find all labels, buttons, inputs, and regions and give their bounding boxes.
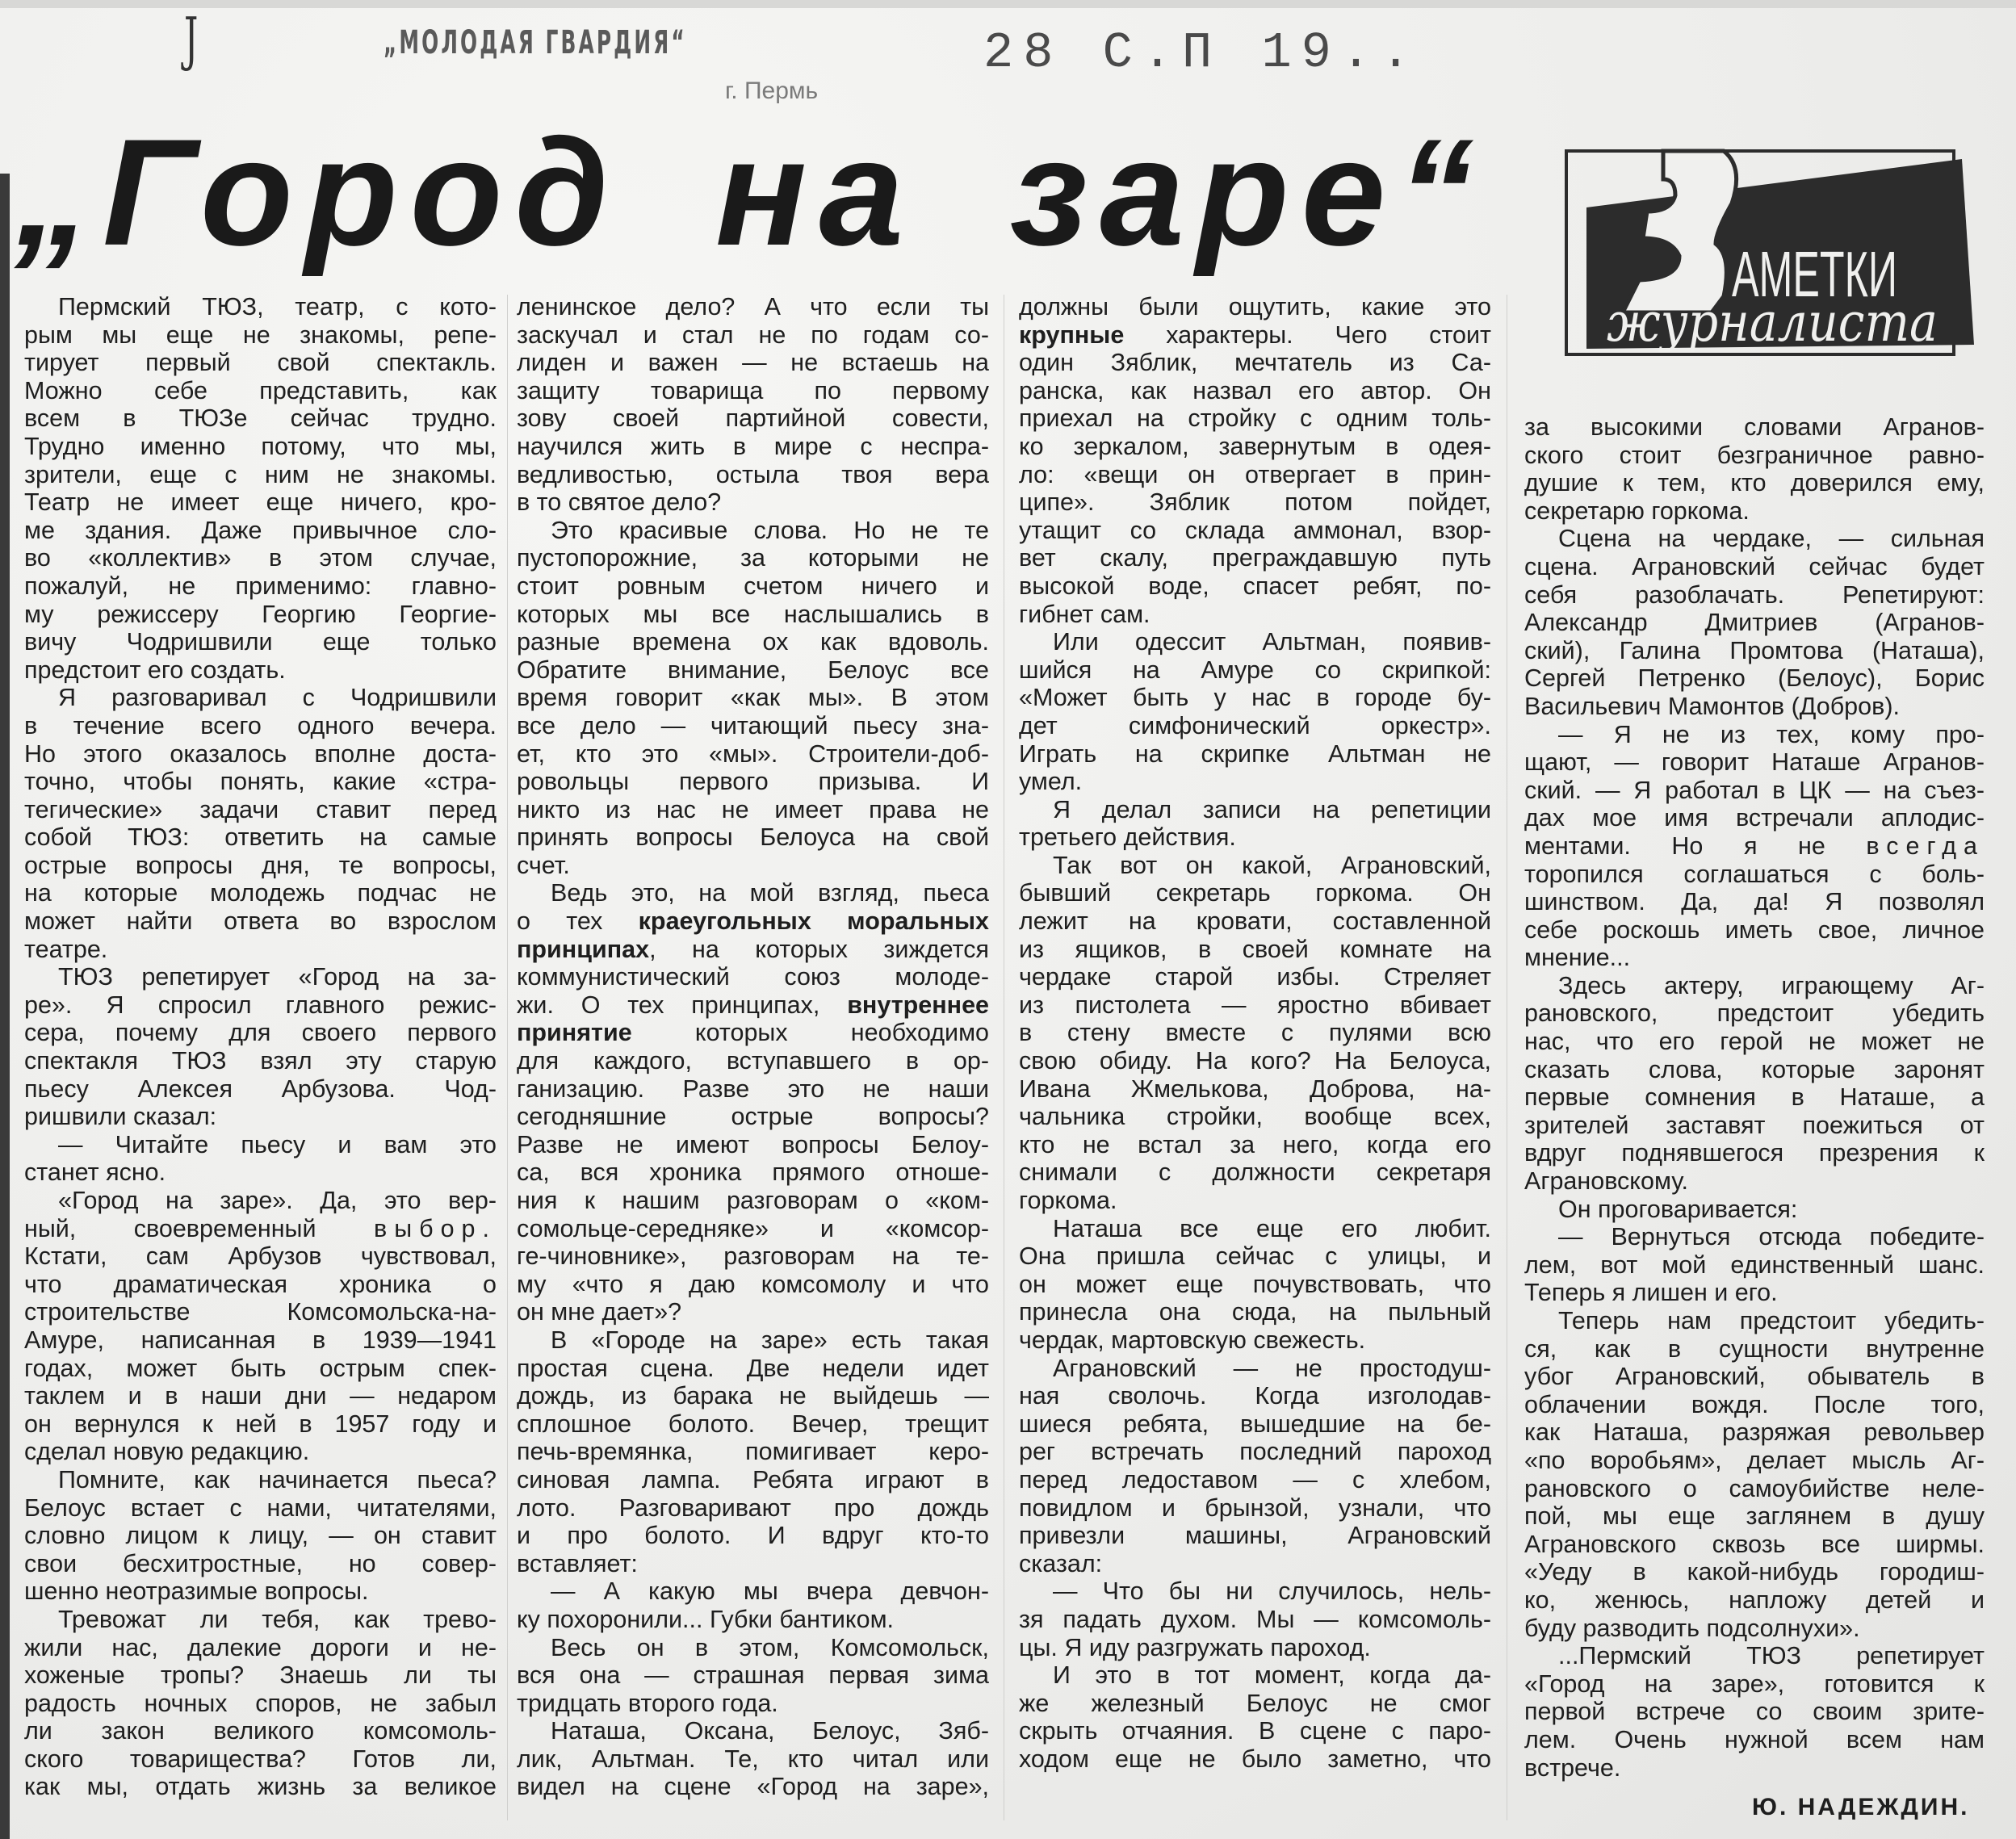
svg-text:журналиста: журналиста xyxy=(1607,291,1938,354)
text-line: — Вернуться отсюда победите- xyxy=(1558,1223,1985,1251)
text-line: коммунистический союз молоде- xyxy=(517,963,989,991)
text-line: Я разговаривал с Чодришвили xyxy=(58,684,497,712)
text-line: буду разводить подсолнухи». xyxy=(1524,1614,1860,1642)
newspaper-name-stamp: „МОЛОДАЯ ГВАРДИЯ“ xyxy=(384,24,687,61)
text-line: сомольце-середняке» и «комсор- xyxy=(517,1214,989,1242)
text-line: ный, своевременный выбор. xyxy=(24,1214,497,1242)
text-line: щают, — говорит Наташе Агранов- xyxy=(1524,748,1985,777)
text-line: Разве не имеют вопросы Белоу- xyxy=(517,1130,989,1158)
text-line: рановского о самоубийстве неле- xyxy=(1524,1474,1985,1502)
text-line: лото. Разговаривают про дождь xyxy=(517,1493,989,1522)
text-line: станет ясно. xyxy=(24,1158,166,1187)
text-line: жи. О тех принципах, внутреннее xyxy=(517,991,989,1019)
text-line: Обратите внимание, Белоус все xyxy=(517,656,989,684)
text-line: сера, почему для своего первого xyxy=(24,1019,497,1047)
text-line: за высокими словами Агранов- xyxy=(1524,413,1985,441)
text-line: во «коллектив» в этом случае, xyxy=(24,544,497,572)
text-line: перед ледоставом — с хлебом, xyxy=(1019,1465,1491,1493)
text-line: ная сволочь. Когда изголодав- xyxy=(1019,1382,1491,1410)
text-line: зя падать духом. Мы — комсомоль- xyxy=(1019,1605,1491,1633)
text-line: защиту товарища по первому xyxy=(517,376,989,404)
text-line: вет скалу, преграждавшую путь xyxy=(1019,544,1491,572)
text-line: ский. — Я работал в ЦК — на съез- xyxy=(1524,776,1985,804)
text-line: шинством. Да, да! Я позволял xyxy=(1524,888,1985,916)
text-line: приехал на стройку с одним толь- xyxy=(1019,404,1491,433)
text-line: лежит на кровати, составленной xyxy=(1019,907,1491,936)
text-line: чальника стройки, вообще всех, xyxy=(1019,1103,1491,1131)
text-line: дах мое имя встречали аплодис- xyxy=(1524,804,1985,832)
text-line: Можно себе представить, как xyxy=(24,376,497,404)
text-line: шенно неотразимые вопросы. xyxy=(24,1577,369,1606)
svg-text:АМЕТКИ: АМЕТКИ xyxy=(1732,238,1897,310)
text-line: простая сцена. Две недели идет xyxy=(517,1354,989,1382)
text-line: научился жить в мире с неспра- xyxy=(517,432,989,460)
text-line: снимали с должности секретаря xyxy=(1019,1158,1491,1187)
text-line: ния к нашим разговорам о «ком- xyxy=(517,1187,989,1214)
text-line: му «что я даю комсомолу и что xyxy=(517,1270,989,1298)
text-line: стоит ровным счетом ничего и xyxy=(517,572,989,600)
article-column-1 xyxy=(24,293,497,1801)
text-line: острые вопросы дня, те вопросы, xyxy=(24,851,497,879)
text-line: ходом еще не было заметно, что xyxy=(1019,1745,1491,1773)
text-line: Наташа, Оксана, Белоус, Зяб- xyxy=(551,1717,989,1745)
text-line: может найти ответа во взрослом xyxy=(24,907,497,936)
text-line: привезли машины, Аграновский xyxy=(1019,1522,1491,1550)
text-line: ко зеркалом, завернутым в одея- xyxy=(1019,432,1491,460)
text-line: Это красивые слова. Но не те xyxy=(551,516,989,544)
text-line: встрече. xyxy=(1524,1753,1621,1782)
text-line: третьего действия. xyxy=(1019,823,1236,852)
text-line: И это в тот момент, когда да- xyxy=(1053,1661,1491,1690)
text-line: вся она — страшная первая зима xyxy=(517,1661,989,1690)
text-line: радость ночных споров, не забыл xyxy=(24,1689,497,1717)
text-line: хоженые тропы? Знаешь ли ты xyxy=(24,1661,497,1690)
text-line: которых мы все наслышались в xyxy=(517,600,989,628)
text-line: Театр не имеет еще ничего, кро- xyxy=(24,488,497,517)
text-line: заскучал и стал не по годам со- xyxy=(517,320,989,349)
text-line: шиеся ребята, вышедшие на бе- xyxy=(1019,1410,1491,1438)
article-title: „Город на заре“ xyxy=(15,107,1486,277)
text-line: точно, чтобы понять, какие «стра- xyxy=(24,768,497,796)
text-line: он мне дает»? xyxy=(517,1298,682,1326)
text-line: «Город на заре», готовится к xyxy=(1524,1669,1985,1698)
text-line: «Может быть у нас в городе бу- xyxy=(1019,684,1491,712)
text-line: сказал: xyxy=(1019,1549,1103,1577)
article-column-4 xyxy=(1524,413,1985,1782)
text-line: умел. xyxy=(1019,768,1083,796)
text-line: ло: «вещи он отвергает в прин- xyxy=(1019,460,1491,488)
text-line: Теперь я лишен и его. xyxy=(1524,1279,1778,1307)
text-line: му режиссеру Георгию Георгие- xyxy=(24,600,497,628)
text-line: ришвили сказал: xyxy=(24,1103,217,1131)
text-line: как Наташа, разряжая револьвер xyxy=(1524,1418,1985,1447)
text-line: в течение всего одного вечера. xyxy=(24,711,497,739)
text-line: Васильевич Мамонтов (Добров). xyxy=(1524,692,1900,720)
text-line: «по воробьям», делает мысль Аг- xyxy=(1524,1446,1985,1474)
text-line: строительстве Комсомольска-на- xyxy=(24,1298,497,1326)
date-stamp: 28 С.П 19.. xyxy=(983,24,1421,82)
text-line: — Что бы ни случилось, нель- xyxy=(1053,1577,1491,1606)
author-signature: Ю. НАДЕЖДИН. xyxy=(1752,1794,1970,1820)
text-line: зрителей заставят поежиться от xyxy=(1524,1111,1985,1139)
text-line: ре». Я спросил главного режис- xyxy=(24,991,497,1019)
text-line: пой, мы еще заглянем в душу xyxy=(1524,1502,1985,1531)
text-line: Я делал записи на репетиции xyxy=(1053,795,1491,823)
text-line: пустопорожние, за которыми не xyxy=(517,544,989,572)
spaced-emphasis: всегда xyxy=(1866,832,1985,860)
text-line: он вернулся к ней в 1957 году и xyxy=(24,1410,497,1438)
text-line: синовая лампа. Ребята играют в xyxy=(517,1465,989,1493)
text-line: ме здания. Даже привычное сло- xyxy=(24,516,497,544)
text-line: кто не встал за него, когда его xyxy=(1019,1130,1491,1158)
text-line: вичу Чодришвили еще только xyxy=(24,628,497,656)
text-line: ский), Галина Промтова (Наташа), xyxy=(1524,636,1985,664)
text-line: ТЮЗ репетирует «Город на за- xyxy=(58,963,497,991)
spaced-emphasis: выбор. xyxy=(374,1214,497,1242)
text-line: о тех краеугольных моральных xyxy=(517,907,989,936)
text-line: Аграновского сквозь все ширмы. xyxy=(1524,1530,1985,1558)
text-line: из ящиков, в своей комнате на xyxy=(1019,935,1491,963)
text-line: са, вся хроника прямого отноше- xyxy=(517,1158,989,1187)
text-line: первые сомнения в Наташе, а xyxy=(1524,1083,1985,1112)
text-line: вдруг поднявшегося презрения к xyxy=(1524,1139,1985,1167)
text-line: на которые молодежь подчас не xyxy=(24,879,497,907)
text-line: свои бесхитростные, но совер- xyxy=(24,1549,497,1577)
text-line: Аграновский — не простодуш- xyxy=(1053,1354,1491,1382)
text-line: Сергей Петренко (Белоус), Борис xyxy=(1524,664,1985,693)
text-line: Весь он в этом, Комсомольск, xyxy=(551,1633,989,1661)
text-line: один Зяблик, мечтатель из Са- xyxy=(1019,349,1491,377)
text-line: театре. xyxy=(24,935,108,963)
text-line: рым мы еще не знакомы, репе- xyxy=(24,320,497,349)
text-line: лем, вот мой единственный шанс. xyxy=(1524,1250,1985,1279)
text-line: ...Пермский ТЮЗ репетирует xyxy=(1558,1642,1985,1670)
text-line: дождь, из барака не выйдешь — xyxy=(517,1382,989,1410)
text-line: чердак, мартовскую свежесть. xyxy=(1019,1326,1366,1354)
text-line: пьесу Алексея Арбузова. Чод- xyxy=(24,1074,497,1103)
text-line: ципе». Зяблик потом пойдет, xyxy=(1019,488,1491,517)
text-line: высокой воде, спасет ребят, по- xyxy=(1019,572,1491,600)
text-line: принять вопросы Белоуса на свой xyxy=(517,823,989,852)
text-line: ся, как в сущности внутренне xyxy=(1524,1334,1985,1363)
text-line: убог Аграновский, обыватель в xyxy=(1524,1363,1985,1391)
text-line: утащит со склада аммонал, взор- xyxy=(1019,516,1491,544)
text-line: сегодняшние острые вопросы? xyxy=(517,1103,989,1131)
text-line: Помните, как начинается пьеса? xyxy=(58,1465,497,1493)
text-line: ет, кто это «мы». Строители-доб- xyxy=(517,739,989,768)
text-line: Так вот он какой, Аграновский, xyxy=(1053,851,1491,879)
article-column-3 xyxy=(1019,293,1491,1773)
text-line: Или одессит Альтман, появив- xyxy=(1053,628,1491,656)
bold-emphasis: внутреннее xyxy=(847,991,989,1019)
text-line: лик, Альтман. Те, кто читал или xyxy=(517,1745,989,1773)
text-line: зрители, еще с ним не знакомы. xyxy=(24,460,497,488)
text-line: чердаке старой избы. Стреляет xyxy=(1019,963,1491,991)
text-line: — Я не из тех, кому про- xyxy=(1558,720,1985,748)
text-line: ровольцы первого призыва. И xyxy=(517,768,989,796)
text-line: себе роскошь иметь свое, личное xyxy=(1524,915,1985,944)
text-line: рановского, предстоит убедить xyxy=(1524,999,1985,1028)
text-line: Сцена на чердаке, — сильная xyxy=(1558,525,1985,553)
text-line: бывший секретарь горкома. Он xyxy=(1019,879,1491,907)
text-line: ленинское дело? А что если ты xyxy=(517,293,989,320)
text-line: сделал новую редакцию. xyxy=(24,1438,310,1466)
rubric-logo-zametki-zhurnalista xyxy=(1550,135,1974,361)
text-line: торопился соглашаться с боль- xyxy=(1524,860,1985,888)
text-line: секретарю горкома. xyxy=(1524,496,1750,525)
text-line: лиден и важен — не встаешь на xyxy=(517,349,989,377)
text-line: ге-чиновнике», разговорам на те- xyxy=(517,1242,989,1271)
column-divider xyxy=(507,295,508,1820)
clipping-edge xyxy=(0,0,2016,8)
text-line: принесла она сюда, на пыльный xyxy=(1019,1298,1491,1326)
text-line: ли закон великого комсомоль- xyxy=(24,1717,497,1745)
text-line: время говорит «как мы». В этом xyxy=(517,684,989,712)
text-line: как мы, отдать жизнь за великое xyxy=(24,1773,497,1801)
text-line: принципах, на которых зиждется xyxy=(517,935,989,963)
text-line: Он проговаривается: xyxy=(1558,1195,1798,1223)
text-line: сказать слова, которые заронят xyxy=(1524,1055,1985,1083)
text-line: зову своей партийной совести, xyxy=(517,404,989,433)
text-line: Теперь нам предстоит убедить- xyxy=(1558,1307,1985,1334)
text-line: нас, что его герой не может не xyxy=(1524,1028,1985,1056)
text-line: Но этого оказалось вполне доста- xyxy=(24,739,497,768)
text-line: ведливостью, остыла твоя вера xyxy=(517,460,989,488)
bold-emphasis: крупные xyxy=(1019,320,1125,349)
bold-emphasis: принципах xyxy=(517,935,650,963)
text-line: счет. xyxy=(517,851,570,879)
text-line: принятие которых необходимо xyxy=(517,1019,989,1047)
text-line: Амуре, написанная в 1939—1941 xyxy=(24,1326,497,1354)
text-line: Трудно именно потому, что мы, xyxy=(24,432,497,460)
text-line: себя разоблачать. Репетируют: xyxy=(1524,580,1985,609)
text-line: — Читайте пьесу и вам это xyxy=(58,1130,497,1158)
article-column-2 xyxy=(517,293,989,1801)
text-line: душие к тем, кто доверился ему, xyxy=(1524,469,1985,497)
text-line: Ивана Жмелькова, Доброва, на- xyxy=(1019,1074,1491,1103)
bold-emphasis: принятие xyxy=(517,1019,632,1047)
text-line: свою обиду. На кого? На Белоуса, xyxy=(1019,1047,1491,1075)
text-line: «Уеду в какой-нибудь городиш- xyxy=(1524,1558,1985,1586)
city-stamp: г. Пермь xyxy=(725,77,819,104)
text-line: рег встречать последний пароход xyxy=(1019,1438,1491,1466)
text-line: дет симфонический оркестр». xyxy=(1019,711,1491,739)
text-line: ментами. Но я не всегда xyxy=(1524,832,1985,860)
text-line: цы. Я иду разгружать пароход. xyxy=(1019,1633,1371,1661)
text-line: словно лицом к лицу, — он ставит xyxy=(24,1522,497,1550)
text-line: Тревожат ли тебя, как трево- xyxy=(58,1605,497,1633)
text-line: что драматическая хроника о xyxy=(24,1270,497,1298)
text-line: в то святое дело? xyxy=(517,488,722,517)
text-line: Кстати, сам Арбузов чувствовал, xyxy=(24,1242,497,1271)
left-border-rule xyxy=(0,174,10,1839)
text-line: таклем и в наши дни — недаром xyxy=(24,1382,497,1410)
text-line: все дело — читающий пьесу зна- xyxy=(517,711,989,739)
text-line: Здесь актеру, играющему Аг- xyxy=(1558,971,1985,999)
text-line: печь-времянка, помигивает керо- xyxy=(517,1438,989,1466)
text-line: Пермский ТЮЗ, театр, с кото- xyxy=(58,293,497,320)
text-line: повидлом и брынзой, узнали, что xyxy=(1019,1493,1491,1522)
text-line: ку похоронили... Губки бантиком. xyxy=(517,1605,895,1633)
text-line: никто из нас не имеет права не xyxy=(517,795,989,823)
text-line: В «Городе на заре» есть такая xyxy=(551,1326,989,1354)
text-line: годах, может быть острым спек- xyxy=(24,1354,497,1382)
text-line: предстоит его создать. xyxy=(24,656,286,684)
text-line: Наташа все еще его любит. xyxy=(1053,1214,1491,1242)
text-line: пожалуй, не применимо: главно- xyxy=(24,572,497,600)
text-line: он может еще почувствовать, что xyxy=(1019,1270,1491,1298)
text-line: ского товарищества? Готов ли, xyxy=(24,1745,497,1773)
text-line: шийся на Амуре со скрипкой: xyxy=(1019,656,1491,684)
text-line: разные времена ох как вдоволь. xyxy=(517,628,989,656)
text-line: и про болото. И вдруг кто-то xyxy=(517,1522,989,1550)
text-line: — А какую мы вчера девчон- xyxy=(551,1577,989,1606)
text-line: мнение... xyxy=(1524,944,1631,972)
text-line: гибнет сам. xyxy=(1019,600,1151,628)
text-line: же железный Белоус не смог xyxy=(1019,1689,1491,1717)
text-line: «Город на заре». Да, это вер- xyxy=(58,1187,497,1214)
text-line: жили нас, далекие дороги и не- xyxy=(24,1633,497,1661)
text-line: в стену вместе с пулями всю xyxy=(1019,1019,1491,1047)
text-line: для каждого, вступавшего в ор- xyxy=(517,1047,989,1075)
text-line: сплошное болото. Вечер, трещит xyxy=(517,1410,989,1438)
text-line: вставляет: xyxy=(517,1549,638,1577)
text-line: ского стоит безграничное равно- xyxy=(1524,441,1985,469)
text-line: скрыть отчаяния. В сцене с паро- xyxy=(1019,1717,1491,1745)
text-line: ранска, как назвал его автор. Он xyxy=(1019,376,1491,404)
text-line: тирует первый свой спектакль. xyxy=(24,349,497,377)
text-line: крупные характеры. Чего стоит xyxy=(1019,320,1491,349)
text-line: должны были ощутить, какие это xyxy=(1019,293,1491,320)
text-line: лем. Очень нужной всем нам xyxy=(1524,1725,1985,1753)
text-line: из пистолета — яростно вбивает xyxy=(1019,991,1491,1019)
text-line: ко, женюсь, напложу детей и xyxy=(1524,1586,1985,1614)
text-line: Ведь это, на мой взгляд, пьеса xyxy=(551,879,989,907)
bold-emphasis: краеугольных моральных xyxy=(638,907,989,936)
text-line: тегические» задачи ставит перед xyxy=(24,795,497,823)
text-line: Белоус встает с нами, читателями, xyxy=(24,1493,497,1522)
text-line: сцена. Аграновский сейчас будет xyxy=(1524,552,1985,580)
text-line: видел на сцене «Город на заре», xyxy=(517,1773,989,1801)
text-line: облачении вождя. После того, xyxy=(1524,1390,1985,1418)
text-line: Она пришла сейчас с улицы, и xyxy=(1019,1242,1491,1271)
text-line: Александр Дмитриев (Агранов- xyxy=(1524,609,1985,637)
handwritten-mark: J xyxy=(184,5,199,73)
text-line: тридцать второго года. xyxy=(517,1689,778,1717)
text-line: Играть на скрипке Альтман не xyxy=(1019,739,1491,768)
text-line: спектакля ТЮЗ взял эту старую xyxy=(24,1047,497,1075)
text-line: всем в ТЮЗе сейчас трудно. xyxy=(24,404,497,433)
text-line: собой ТЮЗ: ответить на самые xyxy=(24,823,497,852)
text-line: ганизацию. Разве это не наши xyxy=(517,1074,989,1103)
text-line: первой встрече со своим зрите- xyxy=(1524,1698,1985,1726)
text-line: горкома. xyxy=(1019,1187,1117,1214)
text-line: Аграновскому. xyxy=(1524,1167,1688,1196)
